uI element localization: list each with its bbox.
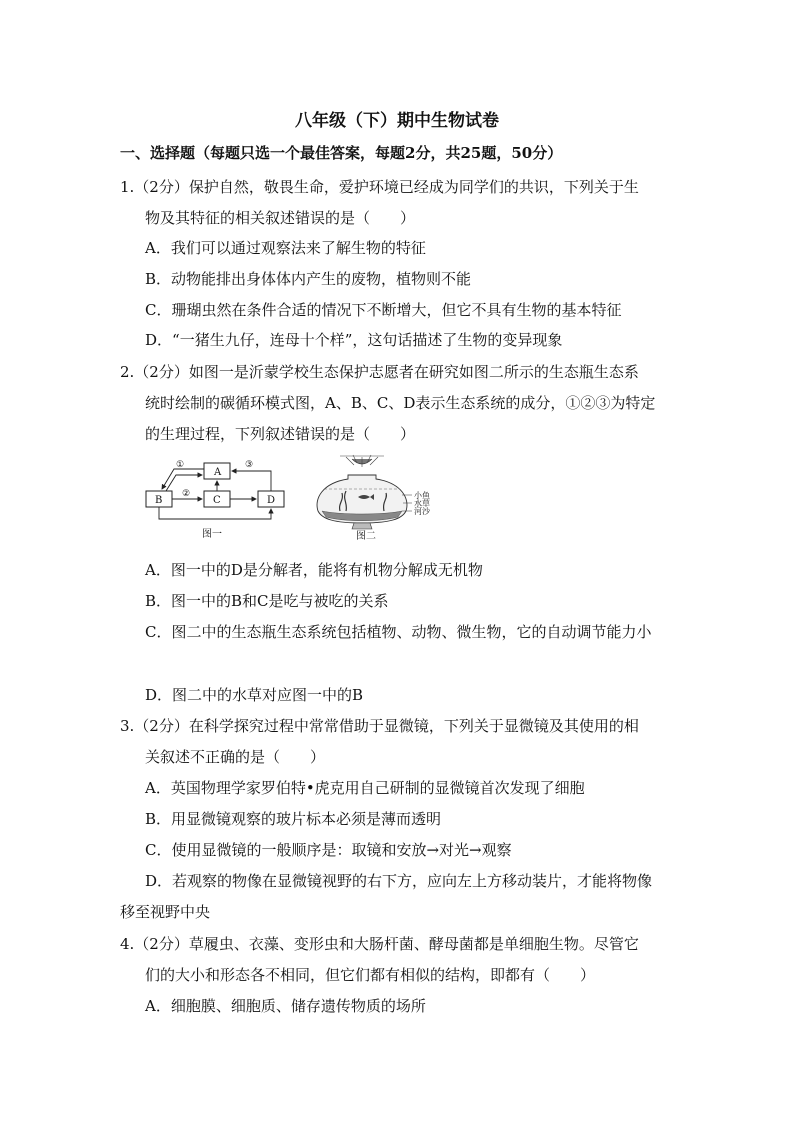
label-fish: 小鱼 bbox=[414, 491, 430, 500]
question-1-stem-cont: 物及其特征的相关叙述错误的是（ ） bbox=[145, 209, 416, 227]
label-process-3: ③ bbox=[245, 460, 254, 470]
page-title: 八年级（下）期中生物试卷 bbox=[295, 111, 499, 131]
question-2-stem-cont-2: 的生理过程，下列叙述错误的是（ ） bbox=[145, 425, 416, 443]
question-1-option-c: C．珊瑚虫然在条件合适的情况下不断增大，但它不具有生物的基本特征 bbox=[145, 301, 622, 319]
question-2-figure bbox=[140, 453, 450, 543]
box-c-label: C bbox=[213, 495, 221, 506]
question-3-option-a: A．英国物理学家罗伯特•虎克用自己研制的显微镜首次发现了细胞 bbox=[145, 779, 585, 797]
question-2-stem: 2.（2分）如图一是沂蒙学校生态保护志愿者在研究如图二所示的生态瓶生态系 bbox=[120, 363, 639, 381]
question-3-option-d-cont: 移至视野中央 bbox=[120, 903, 211, 921]
arrow-a-to-b bbox=[162, 469, 204, 489]
question-3-stem: 3.（2分）在科学探究过程中常常借助于显微镜，下列关于显微镜及其使用的相 bbox=[120, 717, 639, 735]
box-b-label: B bbox=[155, 495, 163, 506]
section-heading: 一、选择题（每题只选一个最佳答案，每题2分，共25题，50分） bbox=[120, 144, 563, 162]
question-2-option-b: B．图一中的B和C是吃与被吃的关系 bbox=[145, 592, 389, 610]
question-3-option-d: D．若观察的物像在显微镜视野的右下方，应向左上方移动装片，才能将物像 bbox=[145, 872, 653, 890]
question-2-option-d: D．图二中的水草对应图一中的B bbox=[145, 686, 364, 704]
question-3-option-c: C．使用显微镜的一般顺序是：取镜和安放→对光→观察 bbox=[145, 841, 512, 859]
question-4-stem-cont: 们的大小和形态各不相同，但它们都有相似的结构，即都有（ ） bbox=[145, 966, 596, 984]
box-a-label: A bbox=[214, 467, 222, 478]
label-water-weed: 水草 bbox=[414, 499, 430, 508]
question-3-option-b: B．用显微镜观察的玻片标本必须是薄而透明 bbox=[145, 810, 442, 828]
ecosystem-bottle-diagram bbox=[317, 455, 431, 542]
label-process-2: ② bbox=[182, 489, 191, 499]
question-2-stem-cont: 统时绘制的碳循环模式图，A、B、C、D表示生态系统的成分，①②③为特定 bbox=[145, 394, 656, 412]
question-3-stem-cont: 关叙述不正确的是（ ） bbox=[145, 748, 326, 766]
label-sand: 河沙 bbox=[414, 507, 430, 516]
question-1-option-d: D．“一猪生九仔，连母十个样”，这句话描述了生物的变异现象 bbox=[145, 331, 563, 349]
bottle-stand bbox=[352, 523, 372, 529]
question-1-stem: 1.（2分）保护自然，敬畏生命，爱护环境已经成为同学们的共识，下列关于生 bbox=[120, 178, 639, 196]
question-1-option-b: B．动物能排出身体体内产生的废物，植物则不能 bbox=[145, 270, 472, 288]
arrow-b-to-d bbox=[159, 507, 271, 519]
question-2-option-c: C．图二中的生态瓶生态系统包括植物、动物、微生物，它的自动调节能力小 bbox=[145, 623, 652, 641]
question-2-option-a: A．图一中的D是分解者，能将有机物分解成无机物 bbox=[145, 561, 483, 579]
question-4-stem: 4.（2分）草履虫、衣藻、变形虫和大肠杆菌、酵母菌都是单细胞生物。尽管它 bbox=[120, 935, 639, 953]
box-d-label: D bbox=[267, 495, 276, 506]
caption-figure-1: 图一 bbox=[202, 529, 222, 540]
arrow-d-to-a bbox=[232, 471, 271, 491]
question-4-option-a: A．细胞膜、细胞质、储存遗传物质的场所 bbox=[145, 997, 426, 1015]
question-1-option-a: A．我们可以通过观察法来了解生物的特征 bbox=[145, 239, 426, 257]
carbon-cycle-diagram bbox=[146, 460, 284, 540]
caption-figure-2: 图二 bbox=[356, 531, 376, 542]
label-process-1: ① bbox=[176, 460, 185, 470]
